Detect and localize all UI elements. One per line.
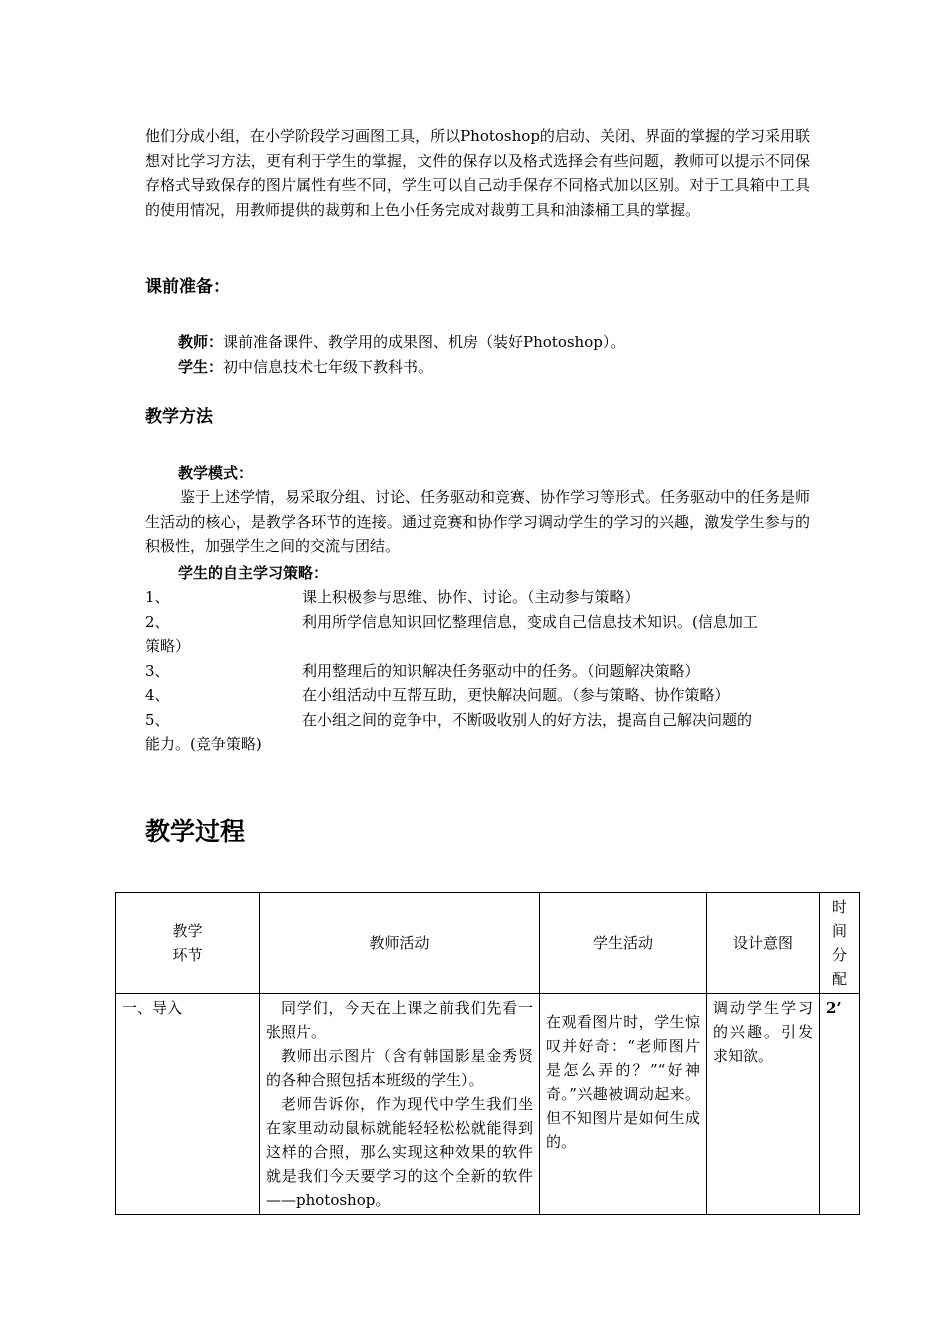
strategy-num: 2、 [145, 613, 170, 631]
student-text: 初中信息技术七年级下教科书。 [223, 358, 434, 376]
strategy-label: 学生的自主学习策略： [178, 564, 329, 582]
strategy-text: 利用所学信息知识回忆整理信息，变成自己信息技术知识。(信息加工 [302, 613, 758, 631]
strategy-num: 4、 [145, 686, 170, 704]
row-time: 2’ [820, 994, 860, 1215]
header-intent: 设计意图 [707, 893, 820, 994]
strategy-cont: 策略） [145, 637, 191, 655]
strategy-num: 5、 [145, 711, 170, 729]
row-intent: 调动学生学习的兴趣。引发求知欲。 [707, 994, 820, 1215]
row-teacher: 同学们，今天在上课之前我们先看一张照片。 教师出示图片（含有韩国影星金秀贤的各种合照包括本班级的学生）。 老师告诉你，作为现代中学生我们坐在家里动动鼠标就能轻轻松松就能得到这样的合照，那么实现这种效果的软件就是我们今天要学习的这个全新的软件——photoshop。 [260, 994, 540, 1215]
header-student: 学生活动 [540, 893, 707, 994]
strategy-text: 利用整理后的知识解决任务驱动中的任务。（问题解决策略） [302, 662, 700, 680]
table-header-row [116, 893, 860, 994]
process-table [115, 892, 860, 1215]
student-label: 学生： [178, 358, 224, 376]
table-row [116, 994, 860, 1215]
header-teacher: 教师活动 [260, 893, 540, 994]
mode-label: 教学模式： [178, 464, 254, 482]
row-stage: 一、导入 [116, 994, 260, 1215]
header-stage: 教学 环节 [116, 893, 260, 994]
intro-paragraph: 他们分成小组，在小学阶段学习画图工具，所以Photoshop的启动、关闭、界面的掌握的学习采用联想对比学习方法，更有利于学生的掌握，文件的保存以及格式选择会有些问题，教师可以提示不同保存格式导致保存的图片属性有些不同，学生可以自己动手保存不同格式加以区别。对于工具箱中工具的使用情况，用教师提供的裁剪和上色小任务完成对裁剪工具和油漆桶工具的掌握。 [145, 127, 810, 219]
strategy-text: 在小组之间的竞争中，不断吸收别人的好方法，提高自己解决问题的 [302, 711, 753, 729]
mode-text: 鉴于上述学情，易采取分组、讨论、任务驱动和竞赛、协作学习等形式。任务驱动中的任务是师生活动的核心，是教学各环节的连接。通过竞赛和协作学习调动学生的学习的兴趣，激发学生参与的积极性，加强学生之间的交流与团结。 [145, 488, 811, 555]
prep-heading: 课前准备： [145, 277, 230, 297]
method-heading: 教学方法 [145, 407, 213, 427]
strategy-text: 在小组活动中互帮互助，更快解决问题。（参与策略、协作策略） [302, 686, 730, 704]
header-time: 时 间 分 配 [820, 893, 860, 994]
strategy-text: 课上积极参与思维、协作、讨论。（主动参与策略） [302, 588, 640, 606]
prep-student-line [178, 355, 433, 379]
prep-teacher-line [178, 330, 625, 354]
strategy-num: 1、 [145, 588, 170, 606]
teacher-text: 课前准备课件、教学用的成果图、机房（装好Photoshop）。 [223, 333, 626, 351]
strategy-cont: 能力。(竞争策略) [145, 735, 262, 753]
teacher-label: 教师： [178, 333, 224, 351]
process-heading: 教学过程 [145, 817, 246, 846]
row-student: 在观看图片时，学生惊叹并好奇：“老师图片是怎么弄的？”“好神奇。”兴趣被调动起来。但不知图片是如何生成的。 [540, 994, 707, 1215]
strategy-num: 3、 [145, 662, 170, 680]
